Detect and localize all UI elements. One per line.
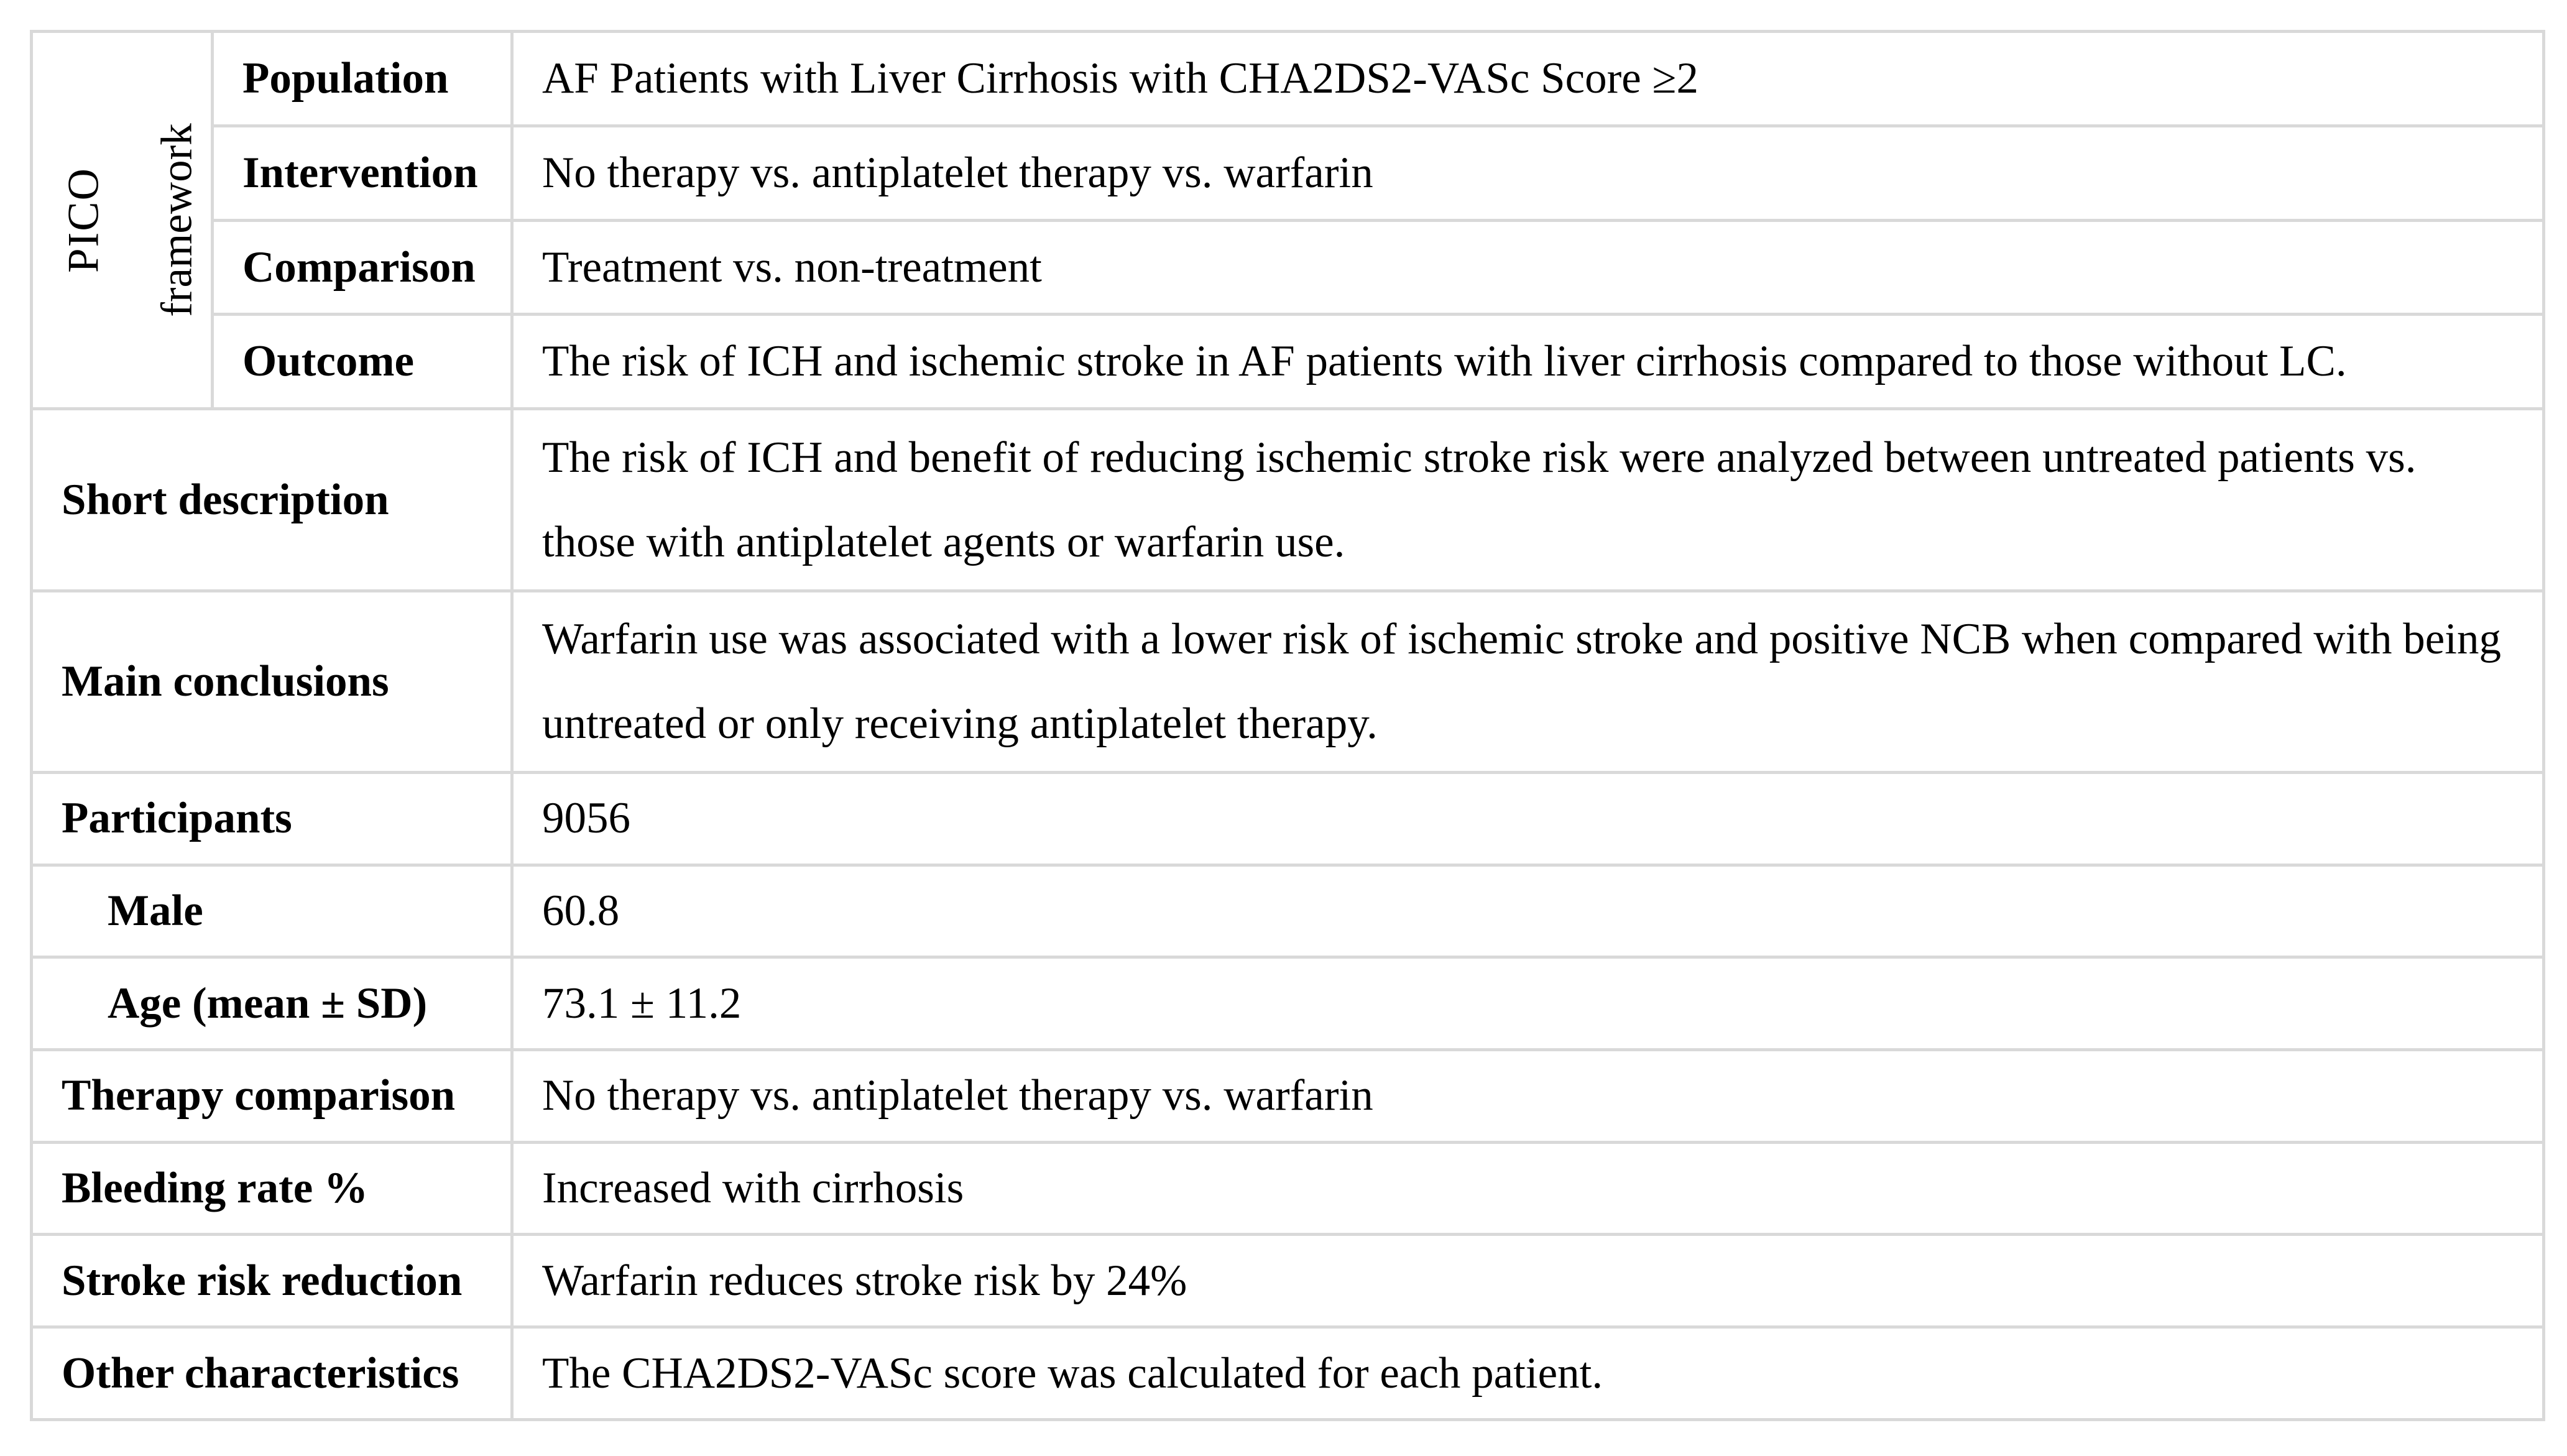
table-row-comparison <box>32 220 2544 315</box>
row-value-male: 60.8 <box>512 865 2544 957</box>
row-value-comparison: Treatment vs. non-treatment <box>512 220 2544 315</box>
row-label-bleeding-rate: Bleeding rate % <box>32 1142 512 1235</box>
row-label-male: Male <box>32 865 512 957</box>
row-label-participants: Participants <box>32 772 512 865</box>
summary-table <box>30 30 2545 1421</box>
table-row-male <box>32 865 2544 957</box>
row-value-participants: 9056 <box>512 772 2544 865</box>
table-row-outcome <box>32 315 2544 409</box>
row-value-intervention: No therapy vs. antiplatelet therapy vs. warfarin <box>512 126 2544 220</box>
table-row-population <box>32 32 2544 126</box>
row-label-other-characteristics: Other characteristics <box>32 1327 512 1420</box>
row-value-population: AF Patients with Liver Cirrhosis with CHA2DS2-VASc Score ≥2 <box>512 32 2544 126</box>
row-label-main-conclusions: Main conclusions <box>32 591 512 772</box>
row-label-population: Population <box>213 32 512 126</box>
table-row-main-conclusions <box>32 591 2544 772</box>
row-value-outcome: The risk of ICH and ischemic stroke in AF patients with liver cirrhosis compared to those without LC. <box>512 315 2544 409</box>
table-row-bleeding-rate <box>32 1142 2544 1235</box>
row-value-stroke-risk-reduction: Warfarin reduces stroke risk by 24% <box>512 1235 2544 1327</box>
row-value-main-conclusions: Warfarin use was associated with a lower risk of ischemic stroke and positive NCB when compared with being untreated or only receiving antiplatelet therapy. <box>512 591 2544 772</box>
pico-title: PICO <box>59 167 108 274</box>
row-value-age: 73.1 ± 11.2 <box>512 957 2544 1050</box>
table-row-intervention <box>32 126 2544 220</box>
row-value-bleeding-rate: Increased with cirrhosis <box>512 1142 2544 1235</box>
row-label-comparison: Comparison <box>213 220 512 315</box>
row-label-intervention: Intervention <box>213 126 512 220</box>
table-row-other-characteristics <box>32 1327 2544 1420</box>
pico-framework-header <box>32 32 213 409</box>
row-label-therapy-comparison: Therapy comparison <box>32 1049 512 1142</box>
row-label-outcome: Outcome <box>213 315 512 409</box>
row-value-therapy-comparison: No therapy vs. antiplatelet therapy vs. warfarin <box>512 1049 2544 1142</box>
table-row-age <box>32 957 2544 1050</box>
row-label-age: Age (mean ± SD) <box>32 957 512 1050</box>
row-label-stroke-risk-reduction: Stroke risk reduction <box>32 1235 512 1327</box>
pico-subtitle: framework <box>152 123 201 317</box>
table-row-therapy-comparison <box>32 1049 2544 1142</box>
row-label-short-description: Short description <box>32 409 512 591</box>
row-value-short-description: The risk of ICH and benefit of reducing ischemic stroke risk were analyzed between untreated patients vs. those with antiplatelet agents or warfarin use. <box>512 409 2544 591</box>
table-row-stroke-risk-reduction <box>32 1235 2544 1327</box>
table-row-short-description <box>32 409 2544 591</box>
table-row-participants <box>32 772 2544 865</box>
row-value-other-characteristics: The CHA2DS2-VASc score was calculated for each patient. <box>512 1327 2544 1420</box>
